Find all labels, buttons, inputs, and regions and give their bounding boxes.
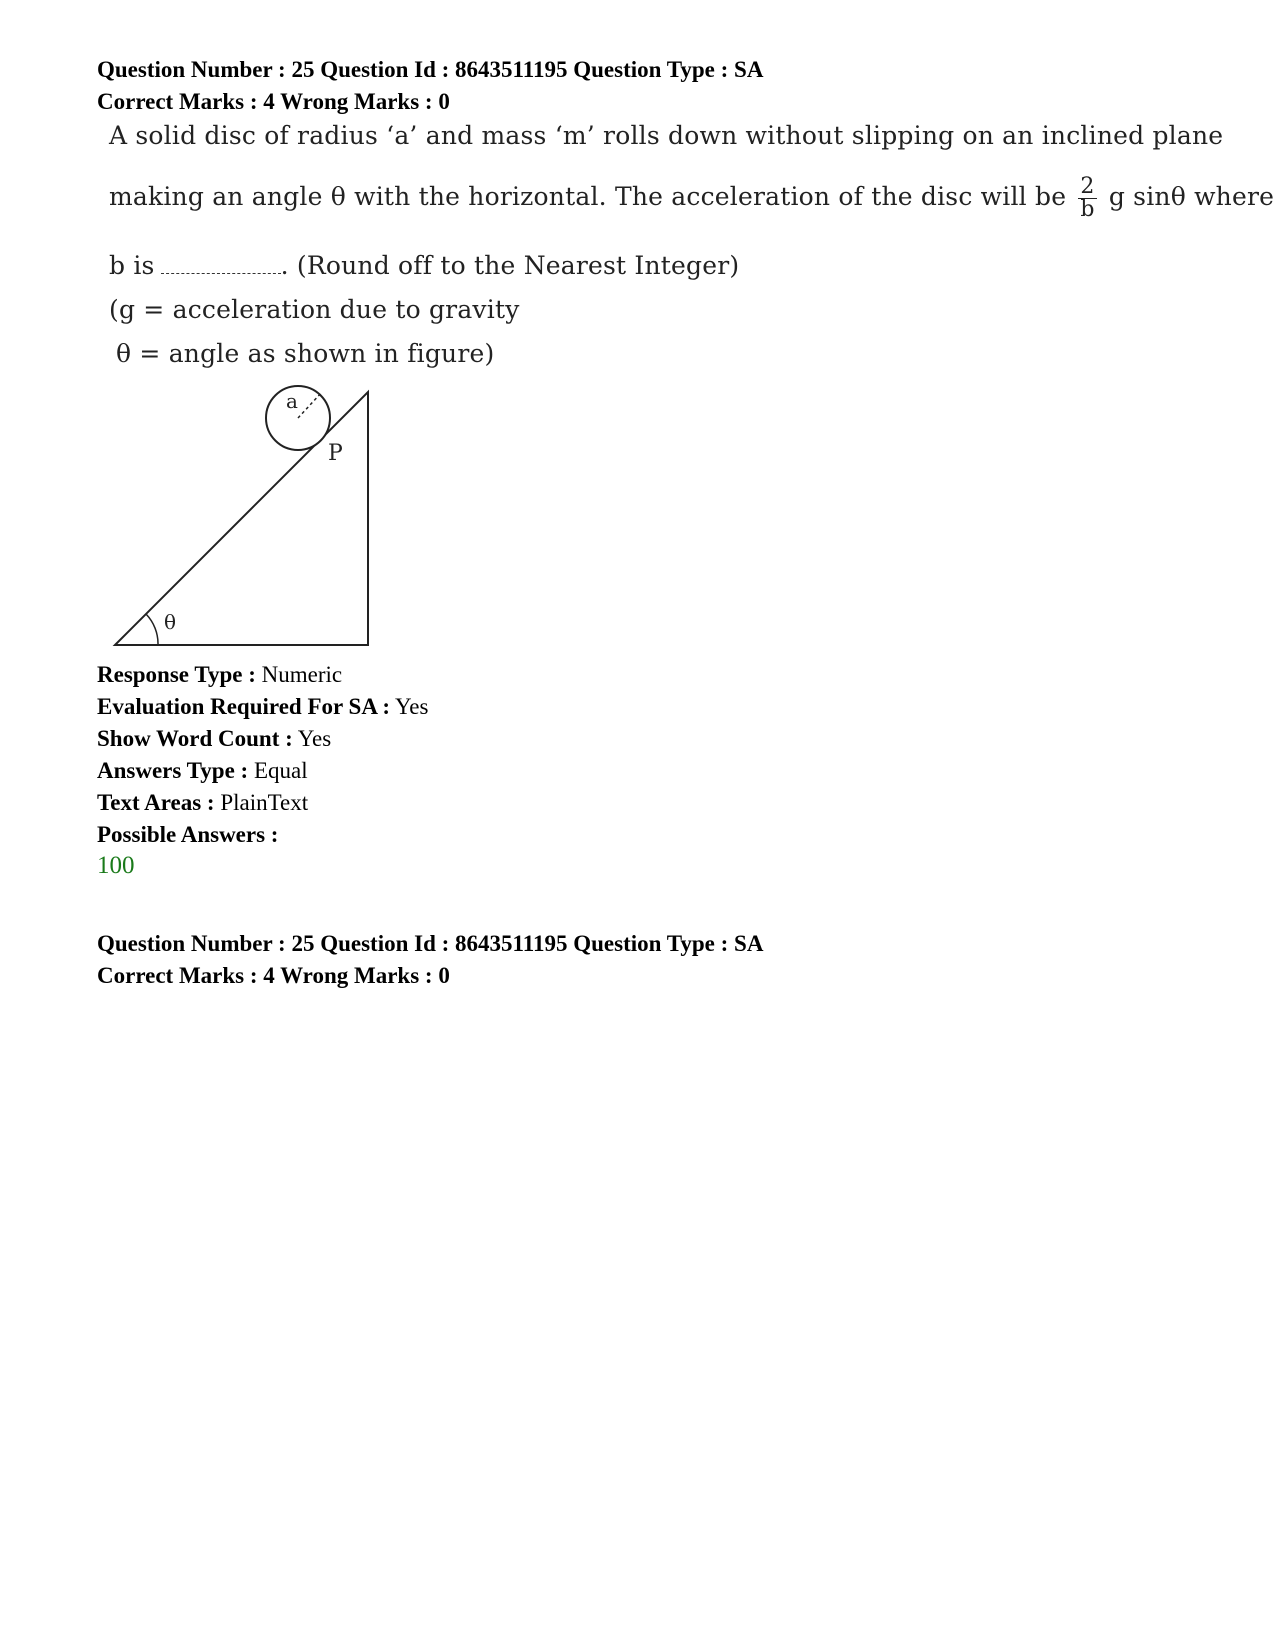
word-count-row [97, 723, 331, 755]
response-type-key: Response Type : [97, 662, 256, 687]
angle-label: θ [164, 610, 177, 634]
answers-type-key: Answers Type : [97, 758, 249, 783]
fraction-denominator: b [1080, 197, 1095, 222]
evaluation-key: Evaluation Required For SA : [97, 694, 391, 719]
marks-header: Correct Marks : 4 Wrong Marks : 0 [97, 89, 450, 114]
possible-answer-value: 100 [97, 852, 135, 879]
point-label: P [328, 441, 343, 466]
question-line-2-end: g sinθ where [1108, 182, 1275, 211]
question-line-3 [109, 251, 739, 280]
fraction-numerator: 2 [1078, 176, 1096, 199]
marks-header-2: Correct Marks : 4 Wrong Marks : 0 [97, 963, 450, 988]
text-areas-row [97, 787, 308, 819]
text-areas-key: Text Areas : [97, 790, 215, 815]
question-line-5: θ = angle as shown in figure) [116, 339, 495, 368]
evaluation-row [97, 691, 428, 723]
question-line-2-start: making an angle θ with the horizontal. The acceleration of the disc will be [109, 182, 1067, 211]
incline-triangle [115, 392, 368, 645]
evaluation-value: Yes [395, 694, 429, 719]
incline-figure [100, 380, 400, 655]
answers-type-value: Equal [253, 758, 308, 783]
text-areas-value: PlainText [220, 790, 309, 815]
question-line-1: A solid disc of radius ‘a’ and mass ‘m’ rolls down without slipping on an inclined plane [109, 121, 1224, 150]
response-type-value: Numeric [261, 662, 343, 687]
possible-answers-key: Possible Answers : [97, 822, 279, 847]
question-line-3-start: b is [109, 251, 155, 280]
question-line-2 [109, 176, 1274, 221]
question-line-3-end: . (Round off to the Nearest Integer) [280, 251, 740, 280]
question-header-2: Question Number : 25 Question Id : 8643511195 Question Type : SA [97, 931, 764, 956]
question-line-4: (g = acceleration due to gravity [109, 295, 520, 324]
radius-label: a [286, 389, 298, 413]
answer-blank [161, 255, 281, 274]
angle-arc [146, 614, 158, 645]
possible-answers-row [97, 819, 278, 851]
answers-type-row [97, 755, 308, 787]
fraction [1078, 176, 1096, 221]
word-count-value: Yes [297, 726, 332, 751]
response-type-row [97, 659, 342, 691]
word-count-key: Show Word Count : [97, 726, 293, 751]
question-header: Question Number : 25 Question Id : 8643511195 Question Type : SA [97, 57, 764, 82]
